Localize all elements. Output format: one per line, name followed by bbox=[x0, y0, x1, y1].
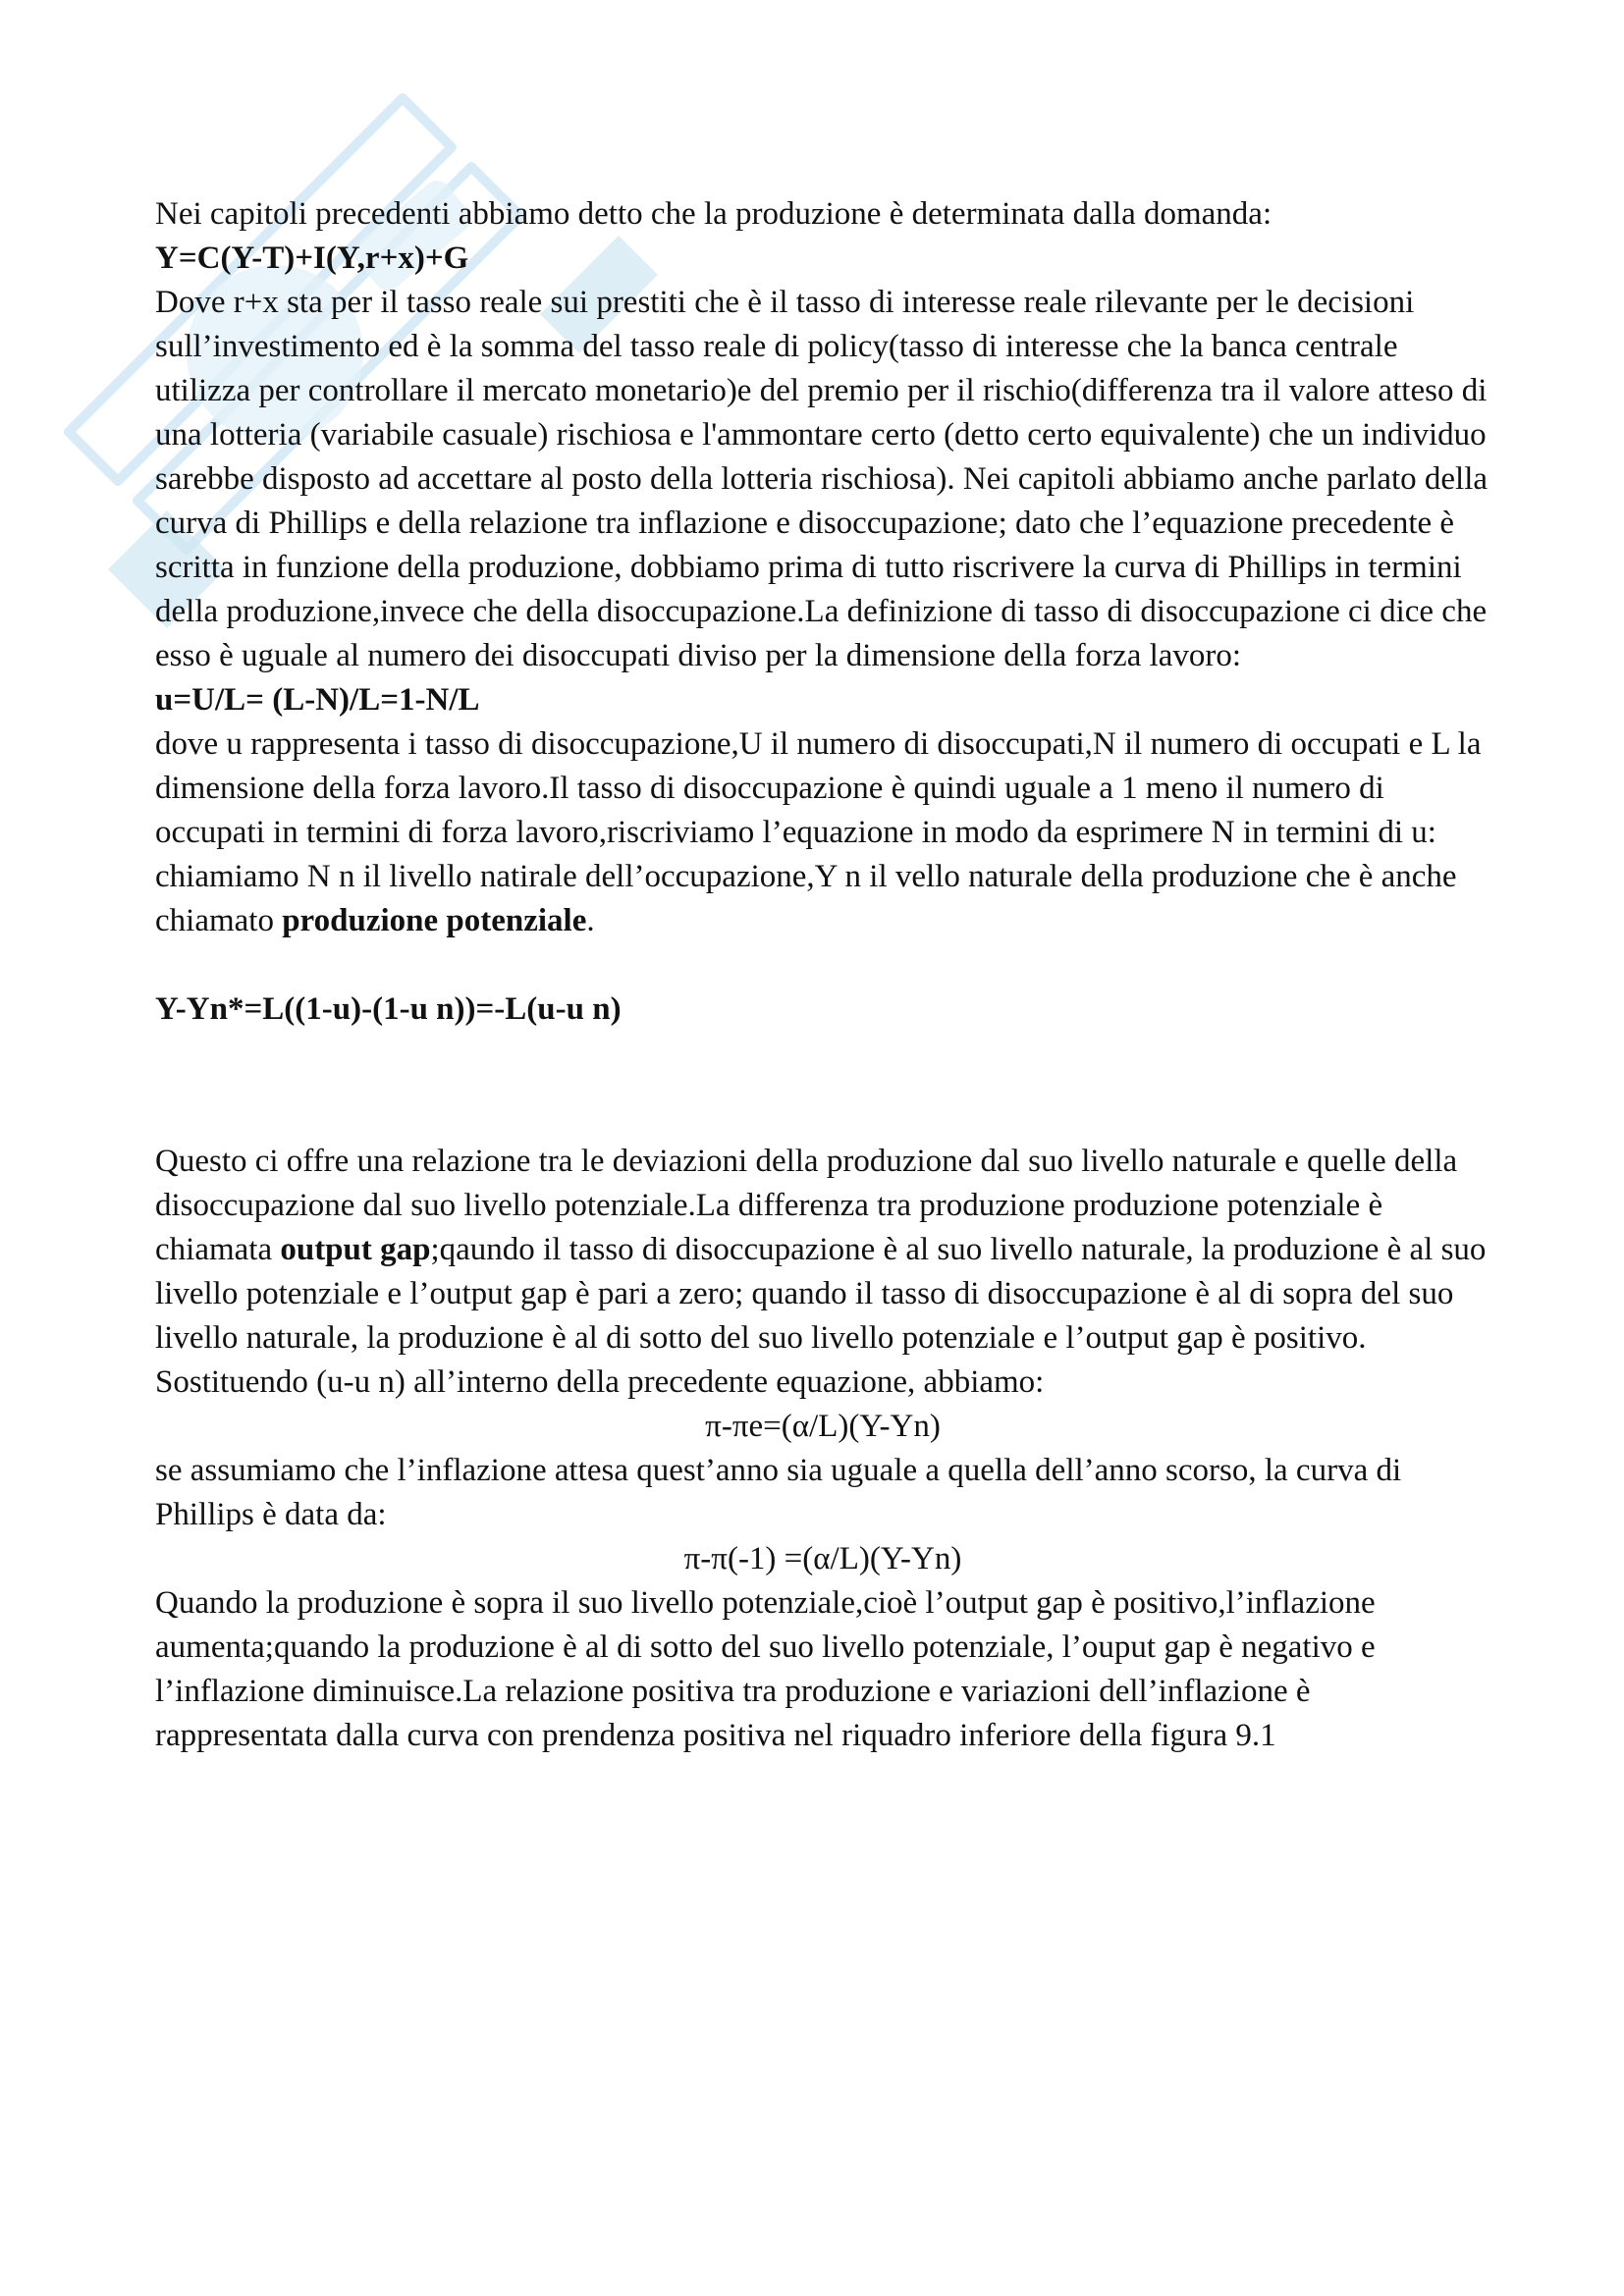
potential-output-term: produzione potenziale bbox=[282, 903, 587, 938]
output-gap-text-b: ;qaundo il tasso di disoccupazione è al suo livello naturale, la produzione è al suo livello potenziale e l’output gap è pari a zero; quando il tasso di disoccupazione è al di sopra del suo livello naturale, la produzione è al di sotto del suo livello potenziale e l’output gap è positivo. Sostituendo (u-u n) all’interno della precedente equazione, abbiamo: bbox=[155, 1232, 1487, 1400]
document-body bbox=[155, 192, 1490, 1758]
paragraph-intro: Nei capitoli precedenti abbiamo detto che la produzione è determinata dalla domanda: bbox=[155, 196, 1272, 232]
formula-demand: Y=C(Y-T)+I(Y,r+x)+G bbox=[155, 240, 469, 276]
formula-unemployment-rate: u=U/L= (L-N)/L=1-N/L bbox=[155, 682, 480, 718]
paragraph-definitions bbox=[155, 722, 1490, 943]
output-gap-text-a: Questo ci offre una relazione tra le deviazioni della produzione dal suo livello naturale e quelle della disoccupazione dal suo livello potenziale.La differenza tra produzione produzione potenziale è chiamata bbox=[155, 1144, 1458, 1267]
definitions-end: . bbox=[586, 903, 595, 938]
paragraph-rate-explanation: Dove r+x sta per il tasso reale sui prestiti che è il tasso di interesse reale rilevante per le decisioni sull’investimento ed è la somma del tasso reale di policy(tasso di interesse che la banca centrale utilizza per controllare il mercato monetario)e del premio per il rischio(differenza tra il valore atteso di una lotteria (variabile casuale) rischiosa e l'ammontare certo (detto certo equivalente) che un individuo sarebbe disposto ad accettare al posto della lotteria rischiosa). Nei capitoli abbiamo anche parlato della curva di Phillips e della relazione tra inflazione e disoccupazione; dato che l’equazione precedente è scritta in funzione della produzione, dobbiamo prima di tutto riscrivere la curva di Phillips in termini della produzione,invece che della disoccupazione.La definizione di tasso di disoccupazione ci dice che esso è uguale al numero dei disoccupati diviso per la dimensione della forza lavoro: bbox=[155, 285, 1489, 673]
formula-phillips-lagged: π-π(-1) =(α/L)(Y-Yn) bbox=[683, 1541, 962, 1576]
paragraph-conclusion: Quando la produzione è sopra il suo livello potenziale,cioè l’output gap è positivo,l’inflazione aumenta;quando la produzione è al di sotto del suo livello potenziale, l’ouput gap è negativo e l’inflazione diminuisce.La relazione positiva tra produzione e variazioni dell’inflazione è rappresentata dalla curva con prendenza positiva nel riquadro inferiore della figura 9.1 bbox=[155, 1585, 1376, 1753]
formula-phillips-expected: π-πe=(α/L)(Y-Yn) bbox=[705, 1409, 941, 1444]
paragraph-output-gap bbox=[155, 1140, 1490, 1405]
definitions-text: dove u rappresenta i tasso di disoccupazione,U il numero di disoccupati,N il numero di occupati e L la dimensione della forza lavoro.Il tasso di disoccupazione è quindi uguale a 1 meno il numero di occupati in termini di forza lavoro,riscriviamo l’equazione in modo da esprimere N in termini di u: chiamiamo N n il livello natirale dell’occupazione,Y n il vello naturale della produzione che è anche chiamato bbox=[155, 726, 1482, 938]
formula-output-deviation: Y-Yn*=L((1-u)-(1-u n))=-L(u-u n) bbox=[155, 991, 622, 1027]
output-gap-term: output gap bbox=[280, 1232, 431, 1267]
paragraph-expected-inflation: se assumiamo che l’inflazione attesa quest’anno sia uguale a quella dell’anno scorso, la curva di Phillips è data da: bbox=[155, 1453, 1402, 1532]
